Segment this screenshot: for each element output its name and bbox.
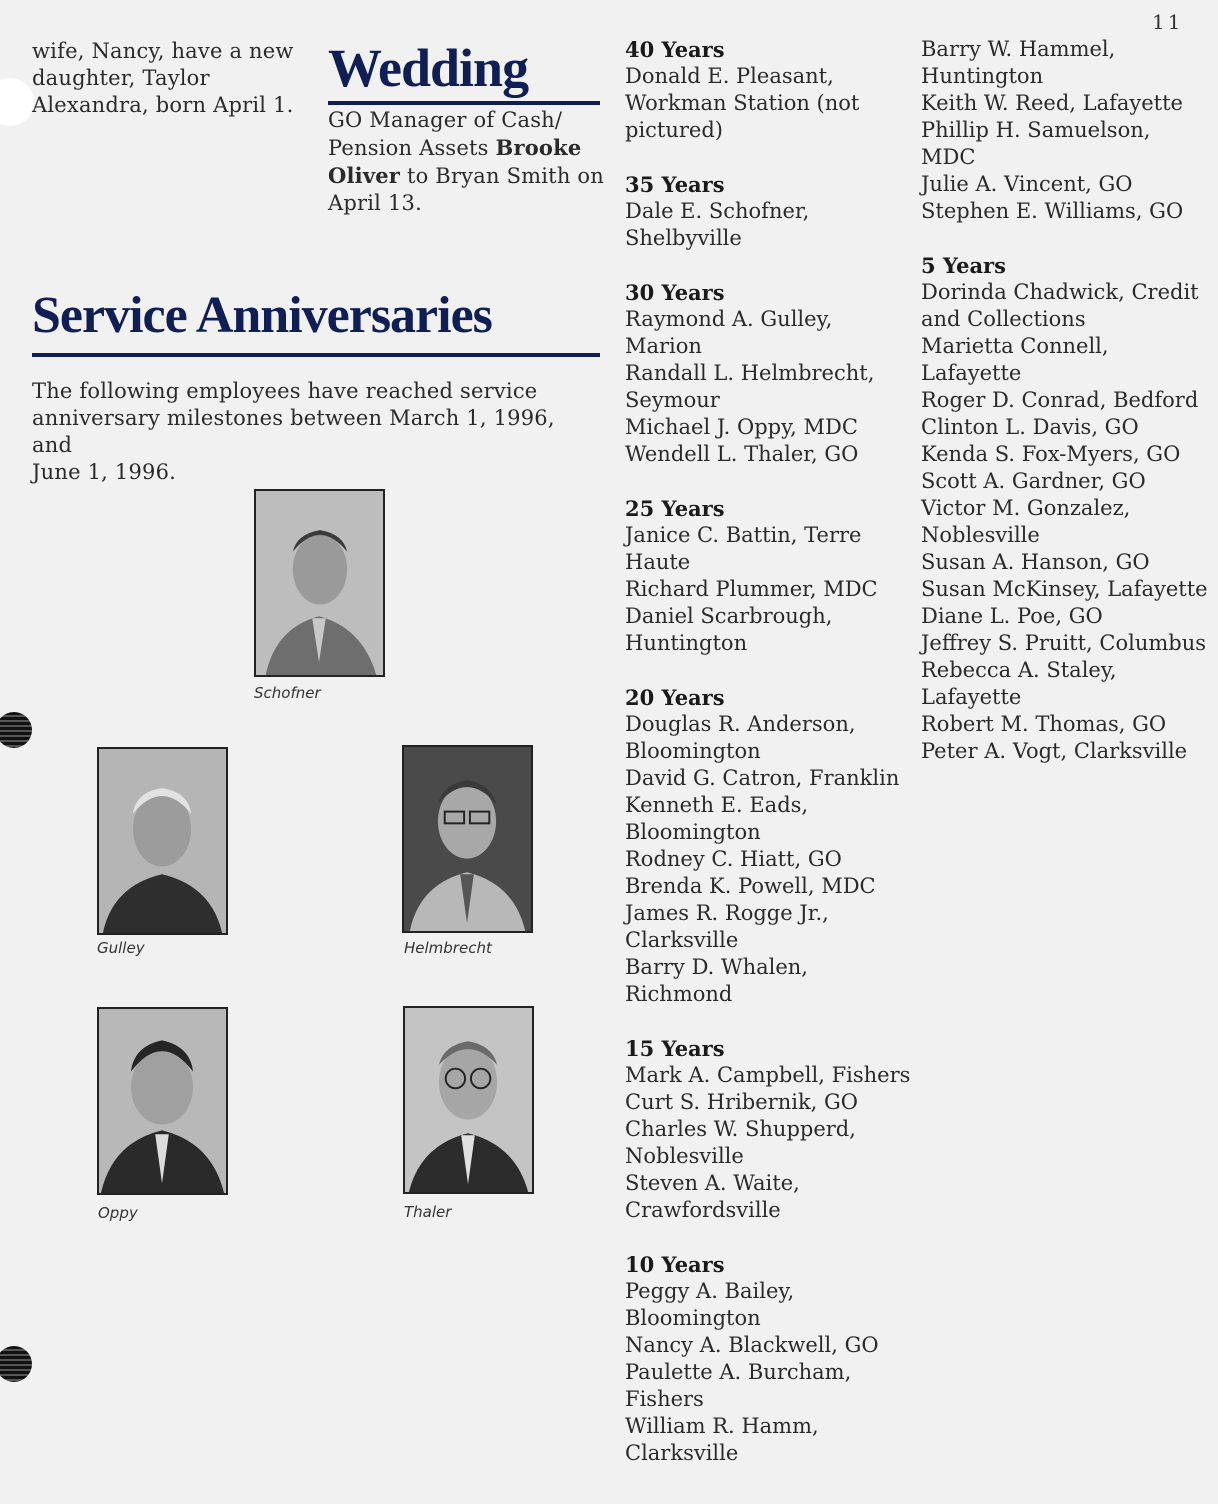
years-group — [625, 1035, 915, 1224]
employee-entry: Bloomington — [625, 1306, 761, 1330]
employee-entry: Clarksville — [625, 1441, 739, 1465]
text-line: Pension Assets Brooke — [328, 135, 582, 160]
employee-entry: James R. Rogge Jr., — [625, 901, 829, 925]
employee-entry: Bloomington — [625, 820, 761, 844]
employee-entry: Steven A. Waite, — [625, 1171, 800, 1195]
years-group — [625, 171, 915, 252]
employee-entry: Huntington — [921, 64, 1044, 88]
employee-entry: Diane L. Poe, GO — [921, 604, 1103, 628]
employee-entry: Kenneth E. Eads, — [625, 793, 809, 817]
employee-entry: Noblesville — [625, 1144, 744, 1168]
employee-entry: Robert M. Thomas, GO — [921, 712, 1167, 736]
employee-entry: Brenda K. Powell, MDC — [625, 874, 876, 898]
years-group — [625, 1251, 915, 1467]
years-heading: 20 Years — [625, 685, 725, 710]
employee-entry: Curt S. Hribernik, GO — [625, 1090, 859, 1114]
caption-thaler: Thaler — [404, 1203, 452, 1221]
binder-hole-middle — [0, 712, 32, 748]
years-heading: 10 Years — [625, 1252, 725, 1277]
employee-entry: Phillip H. Samuelson, — [921, 118, 1151, 142]
employee-entry: Dale E. Schofner, — [625, 199, 810, 223]
employee-entry: and Collections — [921, 307, 1086, 331]
employee-entry: Peggy A. Bailey, — [625, 1279, 795, 1303]
text-line: daughter, Taylor — [32, 66, 210, 90]
years-heading: 40 Years — [625, 37, 725, 62]
years-heading: 15 Years — [625, 1036, 725, 1061]
page-number: 11 — [1152, 10, 1184, 34]
years-group — [625, 279, 915, 468]
wedding-heading: Wedding — [328, 38, 529, 98]
employee-entry: MDC — [921, 145, 976, 169]
years-heading: 30 Years — [625, 280, 725, 305]
continued-entries — [921, 36, 1211, 225]
employee-entry: Douglas R. Anderson, — [625, 712, 856, 736]
years-heading: 35 Years — [625, 172, 725, 197]
employee-entry: Dorinda Chadwick, Credit — [921, 280, 1199, 304]
caption-gulley: Gulley — [97, 939, 145, 957]
text-line: GO Manager of Cash/ — [328, 108, 563, 132]
photo-schofner — [254, 489, 385, 677]
text-line: April 13. — [328, 191, 422, 215]
employee-entry: Julie A. Vincent, GO — [921, 172, 1133, 196]
caption-helmbrecht: Helmbrecht — [404, 939, 492, 957]
employee-entry: David G. Catron, Franklin — [625, 766, 900, 790]
employee-entry: Kenda S. Fox-Myers, GO — [921, 442, 1181, 466]
employee-entry: Charles W. Shupperd, — [625, 1117, 856, 1141]
employee-entry: Marietta Connell, Lafayette — [921, 334, 1109, 385]
bold-name: Brooke — [495, 135, 582, 160]
employee-entry: Keith W. Reed, Lafayette — [921, 91, 1183, 115]
anniversary-column-2 — [921, 36, 1211, 792]
employee-entry: Daniel Scarbrough, — [625, 604, 833, 628]
years-heading: 5 Years — [921, 253, 1006, 278]
photo-oppy — [97, 1007, 228, 1195]
employee-entry: Victor M. Gonzalez, — [921, 496, 1131, 520]
employee-entry: Stephen E. Williams, GO — [921, 199, 1184, 223]
employee-entry: pictured) — [625, 118, 723, 142]
service-rule — [32, 353, 600, 357]
employee-entry: Mark A. Campbell, Fishers — [625, 1063, 911, 1087]
employee-entry: Randall L. Helmbrecht, — [625, 361, 875, 385]
employee-entry: Marion — [625, 334, 702, 358]
employee-entry: Noblesville — [921, 523, 1040, 547]
years-group — [625, 684, 915, 1008]
text-line: wife, Nancy, have a new — [32, 39, 294, 63]
employee-entry: Clinton L. Davis, GO — [921, 415, 1139, 439]
employee-entry: Nancy A. Blackwell, GO — [625, 1333, 879, 1357]
employee-entry: Workman Station (not — [625, 91, 860, 115]
binder-hole-bottom — [0, 1346, 32, 1382]
years-heading: 25 Years — [625, 496, 725, 521]
text-line: Oliver to Bryan Smith on — [328, 163, 604, 188]
caption-schofner: Schofner — [254, 684, 321, 702]
employee-entry: Huntington — [625, 631, 748, 655]
anniversary-column-1 — [625, 36, 915, 1494]
employee-entry: Haute — [625, 550, 691, 574]
continued-article-text — [32, 38, 302, 119]
caption-oppy: Oppy — [98, 1204, 138, 1222]
employee-entry: Roger D. Conrad, Bedford — [921, 388, 1199, 412]
employee-entry: Peter A. Vogt, Clarksville — [921, 739, 1188, 763]
years-group — [625, 36, 915, 144]
employee-entry: Wendell L. Thaler, GO — [625, 442, 859, 466]
employee-entry: Paulette A. Burcham, — [625, 1360, 852, 1384]
text-line: The following employees have reached service — [32, 379, 538, 403]
service-intro — [32, 378, 592, 486]
photo-thaler — [403, 1006, 534, 1194]
employee-entry: Clarksville — [625, 928, 739, 952]
employee-entry: Rodney C. Hiatt, GO — [625, 847, 842, 871]
employee-entry: Bloomington — [625, 739, 761, 763]
employee-entry: Scott A. Gardner, GO — [921, 469, 1146, 493]
years-group — [625, 495, 915, 657]
employee-entry: Rebecca A. Staley, — [921, 658, 1117, 682]
employee-entry: Donald E. Pleasant, — [625, 64, 834, 88]
wedding-rule — [328, 101, 600, 105]
employee-entry: Fishers — [625, 1387, 704, 1411]
employee-entry: Shelbyville — [625, 226, 742, 250]
employee-entry: Crawfordsville — [625, 1198, 781, 1222]
employee-entry: Richmond — [625, 982, 733, 1006]
employee-entry: Raymond A. Gulley, — [625, 307, 833, 331]
photo-gulley — [97, 747, 228, 935]
employee-entry: Barry W. Hammel, — [921, 37, 1116, 61]
employee-entry: Susan A. Hanson, GO — [921, 550, 1150, 574]
text-line: Alexandra, born April 1. — [32, 93, 294, 117]
employee-entry: Susan McKinsey, Lafayette — [921, 577, 1208, 601]
employee-entry: Janice C. Battin, Terre — [625, 523, 862, 547]
text-line: June 1, 1996. — [32, 460, 177, 484]
photo-helmbrecht — [402, 745, 533, 933]
wedding-text — [328, 107, 618, 217]
employee-entry: Michael J. Oppy, MDC — [625, 415, 858, 439]
years-group — [921, 252, 1211, 765]
employee-entry: Lafayette — [921, 685, 1022, 709]
binder-hole-top — [0, 78, 34, 126]
employee-entry: Jeffrey S. Pruitt, Columbus — [921, 631, 1207, 655]
employee-entry: Seymour — [625, 388, 720, 412]
bold-name: Oliver — [328, 163, 401, 188]
service-anniversaries-heading: Service Anniversaries — [32, 287, 492, 344]
employee-entry: Richard Plummer, MDC — [625, 577, 878, 601]
employee-entry: Barry D. Whalen, — [625, 955, 808, 979]
text-line: anniversary milestones between March 1, 1996, and — [32, 406, 555, 457]
employee-entry: William R. Hamm, — [625, 1414, 819, 1438]
